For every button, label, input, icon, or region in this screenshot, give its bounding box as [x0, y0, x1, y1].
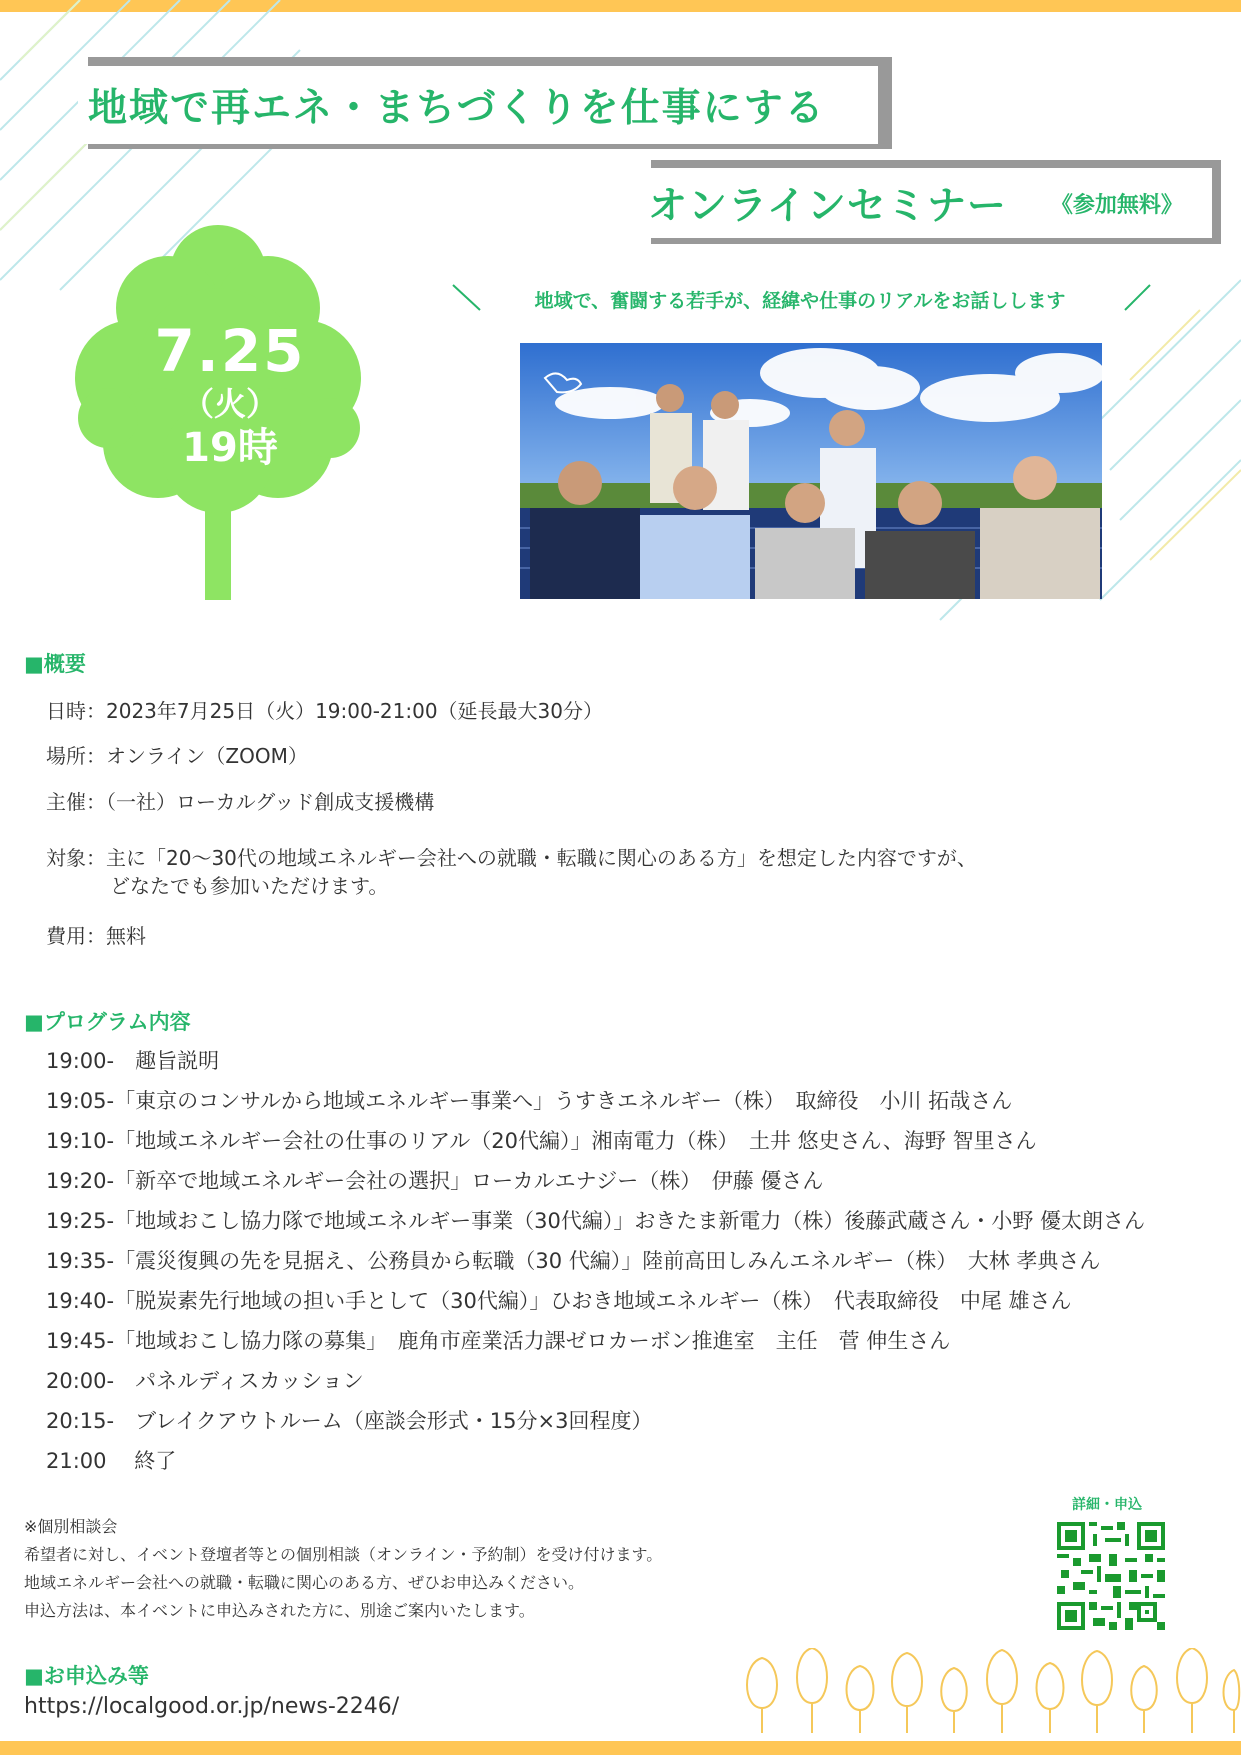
program-item: 19:00- 趣旨説明 — [46, 1049, 220, 1073]
apply-url-link[interactable]: https://localgood.or.jp/news-2246/ — [24, 1694, 400, 1719]
consultation-note: 申込方法は、本イベントに申込みされた方に、別途ご案内いたします。 — [24, 1601, 535, 1620]
program-item: 19:45-「地域おこし協力隊の募集」 鹿角市産業活力課ゼロカーボン推進室 主任 菅 伸生さん — [46, 1329, 951, 1353]
seminar-title: オンラインセミナー — [648, 184, 1007, 229]
overview-heading: ■概要 — [24, 652, 86, 676]
overview-organizer: 主催：（一社）ローカルグッド創成支援機構 — [46, 790, 435, 814]
overview-datetime: 日時：2023年7月25日（火）19:00-21:00（延長最大30分） — [46, 699, 604, 723]
free-badge: 《参加無料》 — [1050, 192, 1183, 218]
program-item: 19:05-「東京のコンサルから地域エネルギー事業へ」うすきエネルギー（株） 取締役 小川 拓哉さん — [46, 1089, 1013, 1113]
tree-row-decoration — [742, 1648, 1241, 1740]
program-item: 19:40-「脱炭素先行地域の担い手として（30代編）」ひおき地域エネルギー（株） 代表取締役 中尾 雄さん — [46, 1289, 1072, 1313]
program-item: 19:10-「地域エネルギー会社の仕事のリアル（20代編）」湘南電力（株） 土井 悠史さん、海野 智里さん — [46, 1129, 1037, 1153]
consultation-note: ※個別相談会 — [24, 1517, 118, 1536]
overview-location: 場所：オンライン（ZOOM） — [46, 744, 308, 768]
program-item: 19:35-「震災復興の先を見据え、公務員から転職（30 代編）」陸前高田しみんエネルギー（株） 大林 孝典さん — [46, 1249, 1101, 1273]
program-item: 21:00 終了 — [46, 1449, 177, 1473]
program-item: 19:20-「新卒で地域エネルギー会社の選択」ローカルエナジー（株） 伊藤 優さん — [46, 1169, 824, 1193]
bottom-accent-bar — [0, 1741, 1241, 1755]
tagline: 地域で、奮闘する若手が、経緯や仕事のリアルをお話しします — [534, 290, 1066, 312]
speakers-photo — [520, 343, 1102, 599]
main-title: 地域で再エネ・まちづくりを仕事にする — [78, 66, 878, 144]
event-weekday: （火） — [181, 385, 278, 423]
program-item: 19:25-「地域おこし協力隊で地域エネルギー事業（30代編）」おきたま新電力（株）後藤武蔵さん・小野 優太朗さん — [46, 1209, 1145, 1233]
consultation-note: 希望者に対し、イベント登壇者等との個別相談（オンライン・予約制）を受け付けます。 — [24, 1545, 663, 1564]
consultation-note: 地域エネルギー会社への就職・転職に関心のある方、ぜひお申込みください。 — [24, 1573, 585, 1592]
event-date: 7.25 — [154, 317, 306, 385]
program-item: 20:15- ブレイクアウトルーム（座談会形式・15分×3回程度） — [46, 1409, 653, 1433]
overview-target: 対象：主に「20〜30代の地域エネルギー会社への就職・転職に関心のある方」を想定した内容ですが、 — [46, 846, 977, 870]
overview-fee: 費用：無料 — [46, 924, 146, 948]
apply-heading: ■お申込み等 — [24, 1664, 149, 1688]
qr-label: 詳細・申込 — [1072, 1497, 1142, 1513]
qr-code[interactable] — [1057, 1522, 1165, 1630]
program-item: 20:00- パネルディスカッション — [46, 1369, 364, 1393]
program-heading: ■プログラム内容 — [24, 1010, 191, 1034]
event-time: 19時 — [182, 425, 278, 471]
overview-target-cont: どなたでも参加いただけます。 — [110, 874, 389, 898]
date-badge — [130, 318, 330, 472]
